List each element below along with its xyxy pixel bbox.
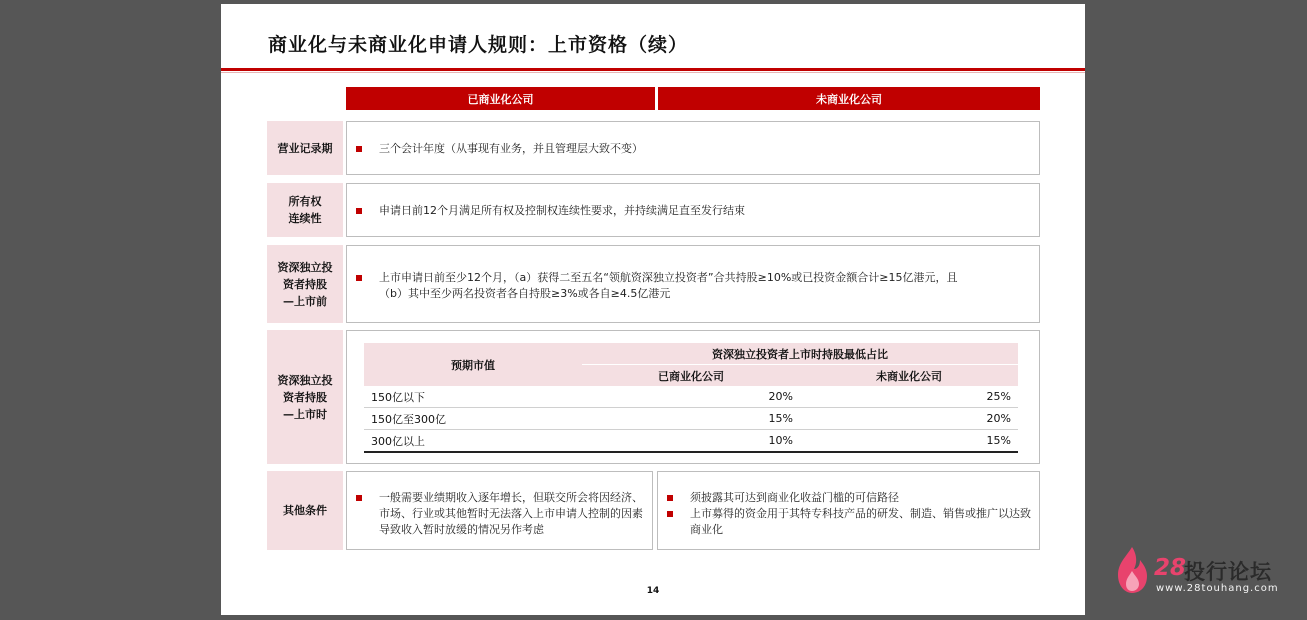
other-noncommercial-box xyxy=(657,471,1040,550)
cell-commercial: 10% xyxy=(582,430,800,453)
table-row xyxy=(364,430,1018,453)
trading-record-text: 三个会计年度（从事现有业务，并且管理层大致不变） xyxy=(379,142,643,155)
list-item xyxy=(356,141,1039,157)
header-noncommercial: 未商业化公司 xyxy=(800,365,1018,387)
table-row xyxy=(364,408,1018,430)
other-commercial-text: 一般需要业绩期收入逐年增长，但联交所会将因经济、市场、行业或其他暂时无法落入上市申请人控制的因素导致收入暂时放缓的情况另作考虑 xyxy=(379,491,643,536)
pre-listing-text xyxy=(379,270,1039,302)
header-commercial: 已商业化公司 xyxy=(582,365,800,387)
watermark-name: 投行论坛 xyxy=(1184,560,1272,584)
bullet-icon xyxy=(356,146,362,152)
list-item xyxy=(356,490,644,538)
column-header-commercial: 已商业化公司 xyxy=(346,87,655,110)
header-market-cap: 预期市值 xyxy=(364,343,582,386)
column-header-noncommercial: 未商业化公司 xyxy=(658,87,1040,110)
row-label-pre-listing xyxy=(267,245,343,323)
row-label-other: 其他条件 xyxy=(267,471,343,550)
title-divider xyxy=(221,68,1085,71)
pre-listing-line-2: （b）其中至少两名投资者各自持股≥3%或各自≥4.5亿港元 xyxy=(379,287,671,300)
bullet-icon xyxy=(356,275,362,281)
row-label-line: 资者持股 xyxy=(283,277,327,291)
table-row xyxy=(364,386,1018,408)
trading-record-box xyxy=(346,121,1040,175)
ownership-text: 申请日前12个月满足所有权及控制权连续性要求，并持续满足直至发行结束 xyxy=(379,204,745,217)
bullet-icon xyxy=(356,208,362,214)
row-label-trading-record: 营业记录期 xyxy=(267,121,343,175)
cell-noncommercial: 25% xyxy=(800,386,1018,408)
cell-commercial: 20% xyxy=(582,386,800,408)
forum-watermark xyxy=(1112,545,1282,595)
row-label-ownership xyxy=(267,183,343,237)
row-label-line: 资深独立投 xyxy=(277,373,333,387)
page-title: 商业化与未商业化申请人规则：上市资格（续） xyxy=(268,34,689,56)
row-label-line: —上市前 xyxy=(283,294,327,308)
bullet-icon xyxy=(667,511,673,517)
cell-noncommercial: 20% xyxy=(800,408,1018,430)
row-label-line: 连续性 xyxy=(288,212,322,225)
other-noncommercial-text-1: 须披露其可达到商业化收益门槛的可信路径 xyxy=(690,491,899,504)
cell-market-cap: 300亿以上 xyxy=(364,430,582,453)
list-item xyxy=(667,490,1031,506)
cell-market-cap: 150亿以下 xyxy=(364,386,582,408)
list-item xyxy=(356,203,1039,219)
pre-listing-line-1: 上市申请日前至少12个月，（a）获得二至五名“领航资深独立投资者”合共持股≥10%或已投资金额合计≥15亿港元，且 xyxy=(379,271,958,284)
flame-logo-icon xyxy=(1112,545,1152,595)
pre-listing-box xyxy=(346,245,1040,323)
row-label-line: 所有权 xyxy=(288,195,322,208)
slide-page xyxy=(221,4,1085,615)
list-item xyxy=(356,270,1039,302)
row-label-line: —上市时 xyxy=(283,407,327,421)
bullet-icon xyxy=(356,495,362,501)
watermark-number: 28 xyxy=(1154,555,1187,581)
other-noncommercial-text-2: 上市募得的资金用于其特专科技产品的研发、制造、销售或推广以达致商业化 xyxy=(690,507,1031,536)
bullet-icon xyxy=(667,495,673,501)
title-divider-shadow xyxy=(221,72,1085,73)
cell-commercial: 15% xyxy=(582,408,800,430)
cell-market-cap: 150亿至300亿 xyxy=(364,408,582,430)
other-commercial-box xyxy=(346,471,653,550)
page-number: 14 xyxy=(646,586,660,596)
row-label-line: 资深独立投 xyxy=(277,260,333,274)
header-min-shareholding: 资深独立投资者上市时持股最低占比 xyxy=(582,343,1018,365)
cell-noncommercial: 15% xyxy=(800,430,1018,453)
watermark-url: www.28touhang.com xyxy=(1156,583,1279,594)
ownership-box xyxy=(346,183,1040,237)
shareholding-table xyxy=(364,343,1018,453)
row-label-line: 资者持股 xyxy=(283,390,327,404)
list-item xyxy=(667,506,1031,538)
row-label-at-listing xyxy=(267,330,343,464)
